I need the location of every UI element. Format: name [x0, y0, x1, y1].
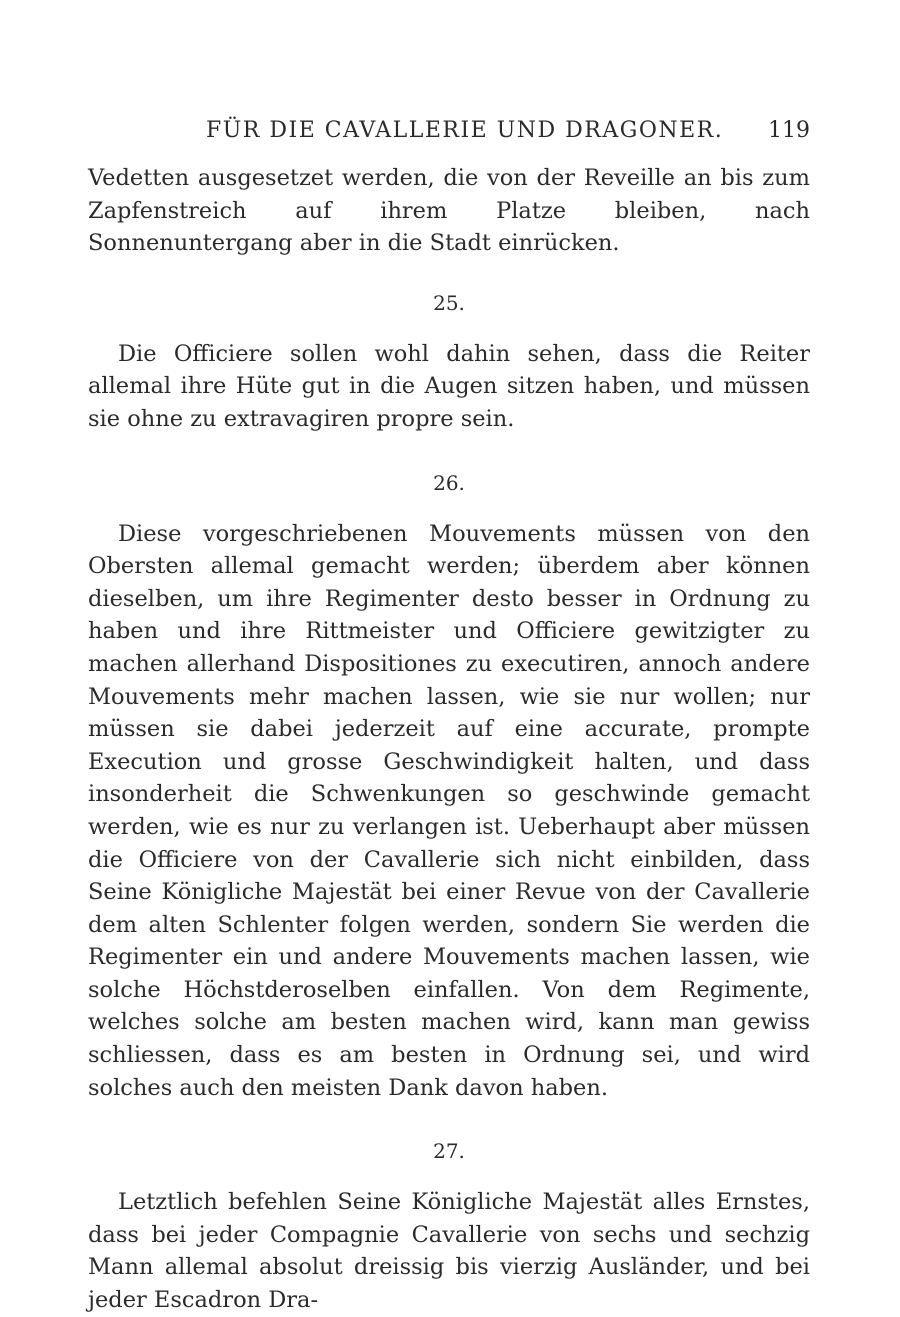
page-number: 119	[768, 118, 810, 143]
paragraph-27: Letztlich befehlen Seine Königliche Majestät alles Ernstes, dass bei jeder Compagnie Cavallerie von sechs und sechzig Mann allemal absolut dreissig bis vierzig Ausländer, und bei jeder Escadron Dra-	[88, 1189, 810, 1314]
section-number-27: 27.	[433, 1139, 465, 1164]
body-text	[88, 162, 810, 1317]
section-number-25: 25.	[433, 290, 465, 315]
paragraph-continued: Vedetten ausgesetzet werden, die von der Reveille an bis zum Zapfenstreich auf ihrem Platze bleiben, nach Sonnenuntergang aber in die Stadt einrücken.	[88, 165, 810, 257]
paragraph-25: Die Officiere sollen wohl dahin sehen, dass die Reiter allemal ihre Hüte gut in die Augen sitzen haben, und müssen sie ohne zu extravagiren propre sein.	[88, 340, 810, 432]
section-number-26: 26.	[433, 470, 465, 495]
running-head	[88, 118, 810, 152]
running-title: FÜR DIE CAVALLERIE UND DRAGONER.	[206, 118, 724, 143]
paragraph-26: Diese vorgeschriebenen Mouvements müssen von den Obersten allemal gemacht werden; überdem aber können dieselben, um ihre Regimenter desto besser in Ordnung zu haben und ihre Rittmeister und Officiere gewitzigter zu machen allerhand Dispositiones zu executiren, annoch andere Mouvements mehr machen lassen, wie sie nur wollen; nur müssen sie dabei jederzeit auf eine accurate, prompte Execution und grosse Geschwindigkeit halten, und dass insonderheit die Schwenkungen so geschwinde gemacht werden, wie es nur zu verlangen ist. Ueberhaupt aber müssen die Officiere von der Cavallerie sich nicht einbilden, dass Seine Königliche Majestät bei einer Revue von der Cavallerie dem alten Schlenter folgen werden, sondern Sie werden die Regimenter ein und andere Mouvements machen lassen, wie solche Höchstderoselben einfallen. Von dem Regimente, welches solche am besten machen wird, kann man gewiss schliessen, dass es am besten in Ordnung sei, und wird solches auch den meisten Dank davon haben.	[88, 520, 810, 1101]
